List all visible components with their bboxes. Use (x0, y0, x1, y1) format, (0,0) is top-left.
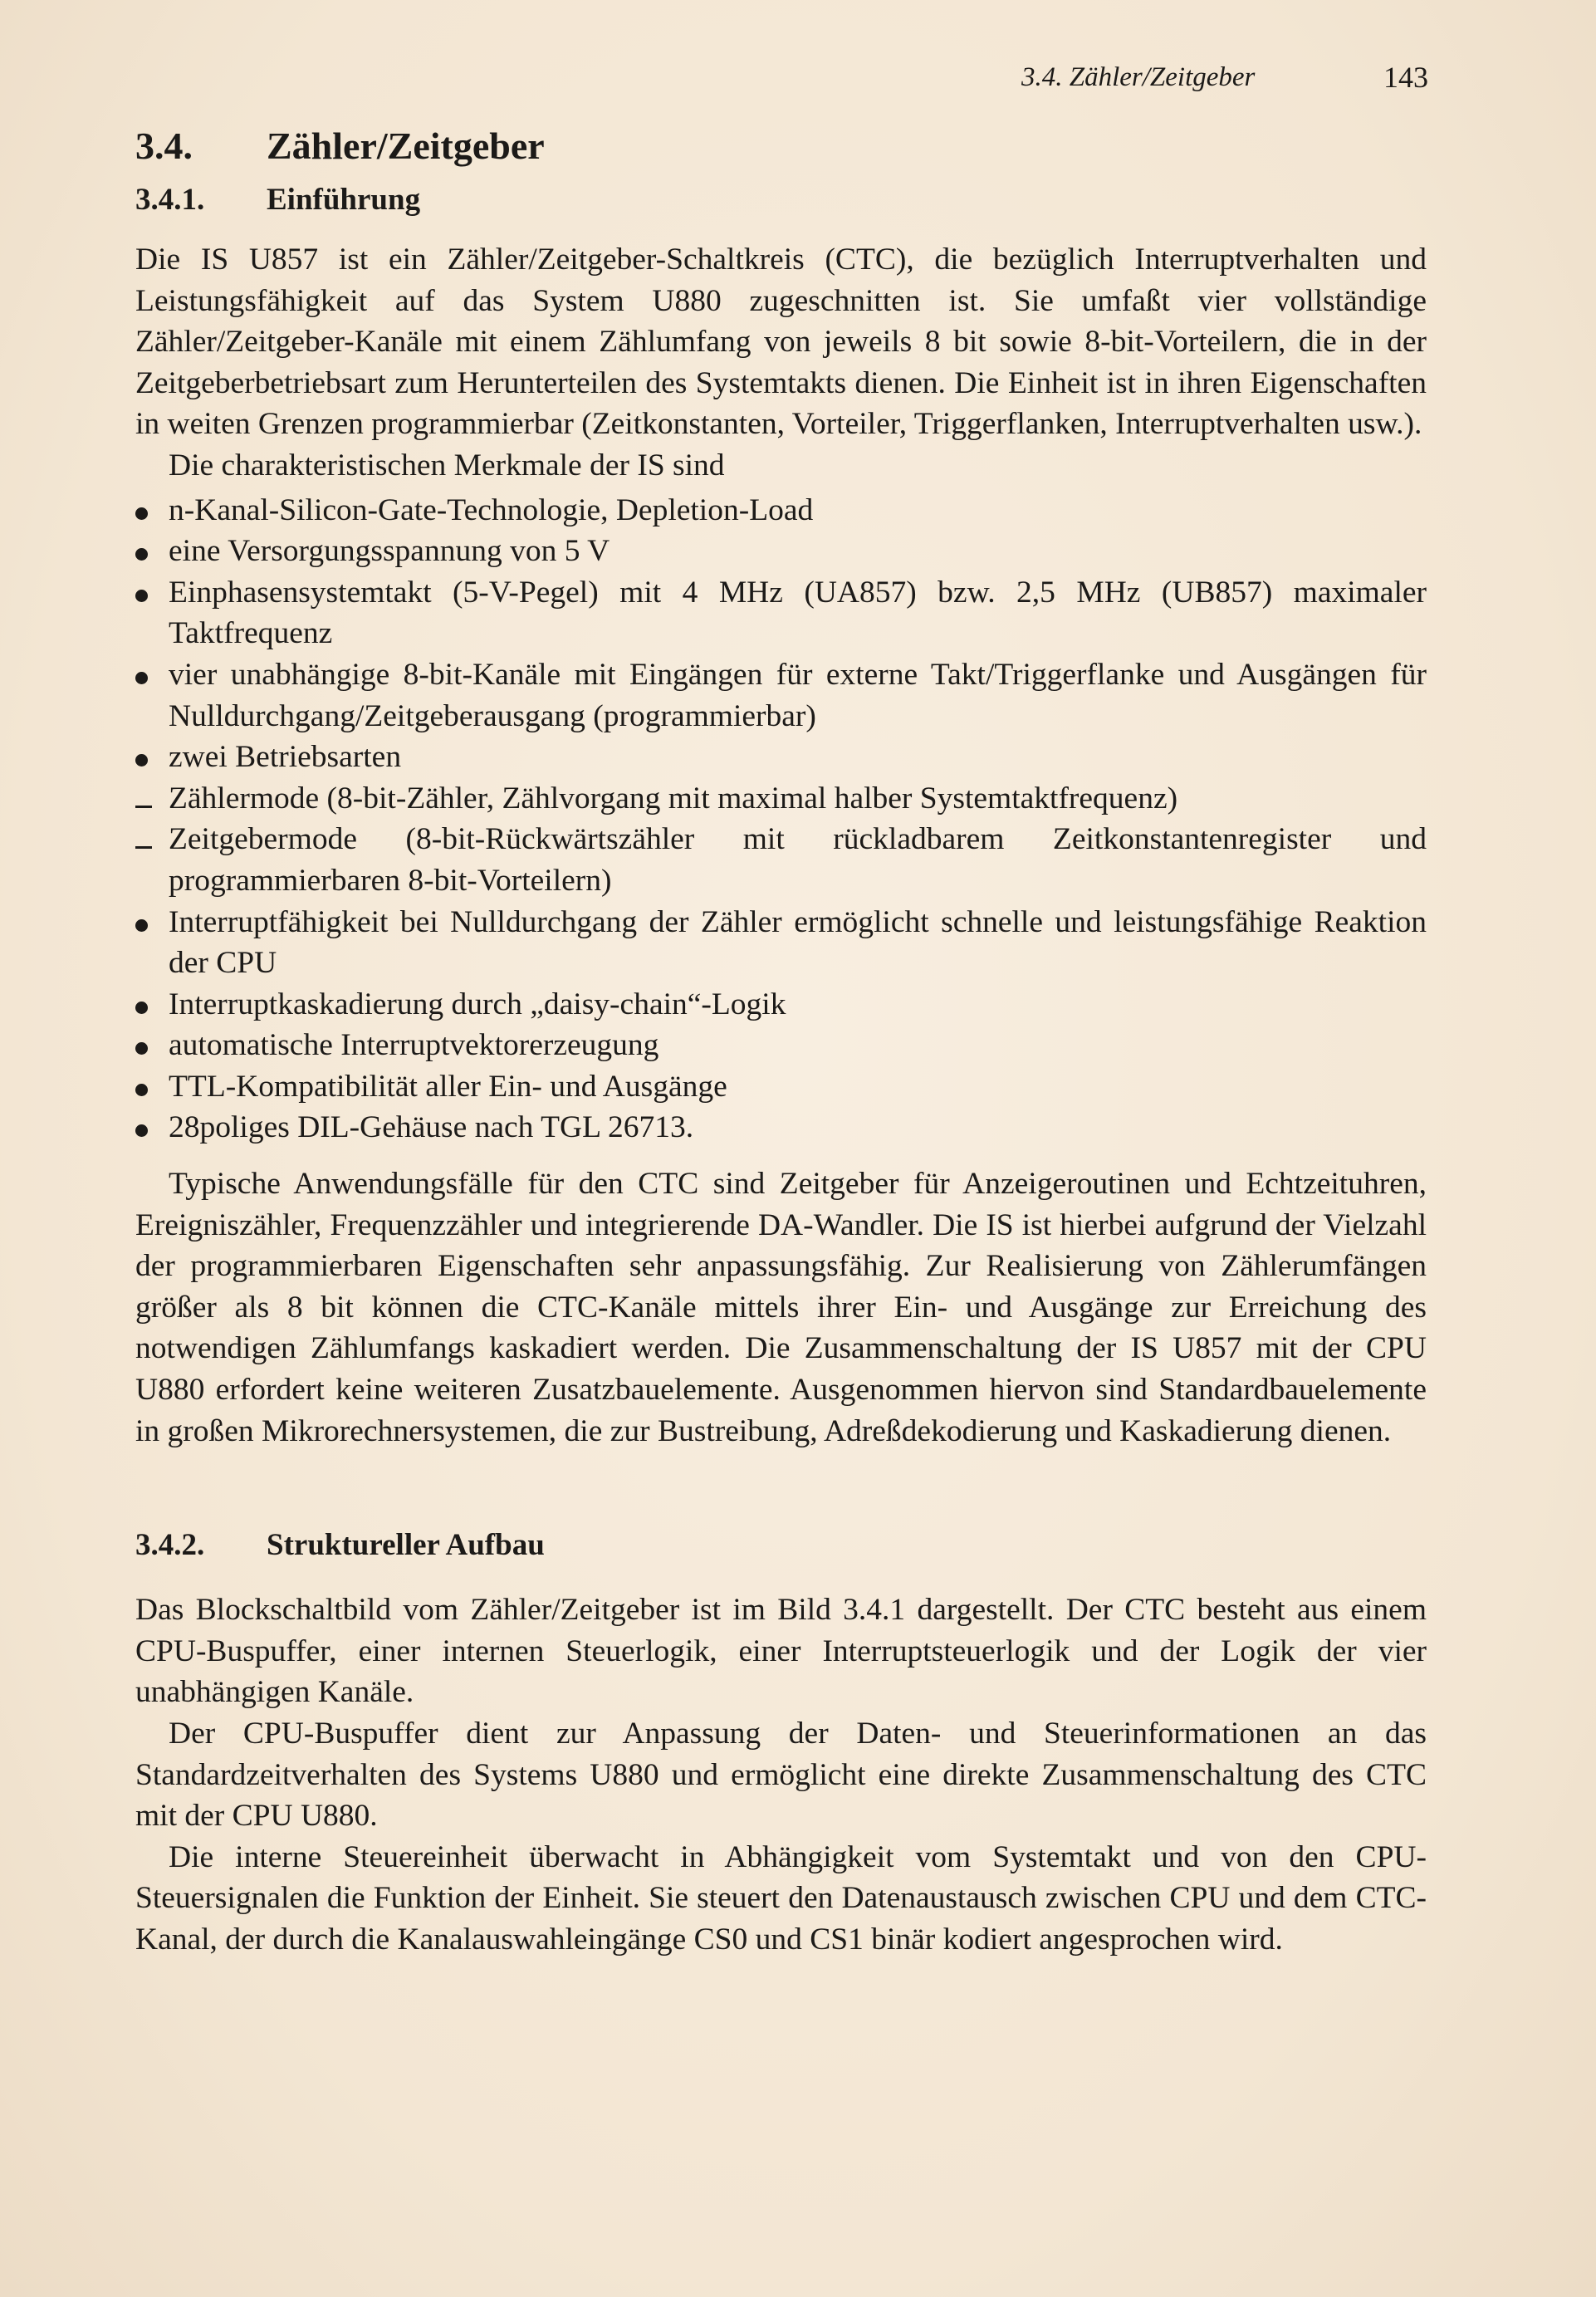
subsection-title-structure: Struktureller Aufbau (267, 1528, 545, 1563)
intro-paragraph: Die IS U857 ist ein Zähler/Zeitgeber-Schaltkreis (CTC), die bezüglich Interruptverhalten und Leistungsfähigkeit auf das System U880 zugeschnitten ist. Sie umfaßt vier vollständige Zähler/Zeitgeber-Kanäle mit einem Zählumfang von jeweils 8 bit sowie 8-bit-Vorteilern, die in der Zeitgeberbetriebsart zum Herunterteilen des Systemtakts dienen. Die Einheit ist in ihren Eigenschaften in weiten Grenzen programmierbar (Zeitkonstanten, Vorteiler, Triggerflanken, Interruptverhalten usw.). (135, 242, 1427, 442)
bullet-icon (135, 902, 160, 943)
list-item: TTL-Kompatibilität aller Ein- und Ausgänge (135, 1066, 1427, 1108)
bullet-icon (135, 1107, 160, 1148)
list-item: n-Kanal-Silicon-Gate-Technologie, Depletion-Load (135, 490, 1427, 531)
subsection-title-intro: Einführung (267, 183, 421, 217)
bullet-icon (135, 984, 160, 1026)
list-item: Interruptkaskadierung durch „daisy-chain“-Logik (135, 984, 1427, 1026)
subsection-number-structure: 3.4.2. (135, 1528, 205, 1563)
page-number: 143 (1383, 61, 1428, 94)
list-item: Einphasensystemtakt (5-V-Pegel) mit 4 MHz (UA857) bzw. 2,5 MHz (UB857) maximaler Taktfrequenz (135, 572, 1427, 654)
bullet-icon (135, 737, 160, 778)
running-head (1021, 56, 1428, 98)
list-item: 28poliges DIL-Gehäuse nach TGL 26713. (135, 1107, 1427, 1148)
list-item: Interruptfähigkeit bei Nulldurchgang der Zähler ermöglicht schnelle und leistungsfähige Reaktion der CPU (135, 902, 1427, 984)
bullet-icon (135, 1025, 160, 1066)
bullet-icon (135, 654, 160, 696)
structure-paragraph: Das Blockschaltbild vom Zähler/Zeitgeber ist im Bild 3.4.1 dargestellt. Der CTC besteht aus einem CPU-Buspuffer, einer internen Steuerlogik, einer Interruptsteuerlogik und der Logik der vier unabhängigen Kanäle. (135, 1593, 1427, 1710)
section-heading (135, 116, 1427, 176)
list-item: Zählermode (8-bit-Zähler, Zählvorgang mit maximal halber Systemtaktfrequenz) (135, 778, 1427, 820)
bullet-icon (135, 1066, 160, 1108)
features-lead: Die charakteristischen Merkmale der IS sind (169, 448, 725, 482)
page-content (135, 116, 1427, 1961)
bullet-icon (135, 531, 160, 572)
running-head-title: 3.4. Zähler/Zeitgeber (1021, 62, 1256, 92)
bullet-icon (135, 490, 160, 531)
section-number: 3.4. (135, 125, 193, 167)
list-item: Zeitgebermode (8-bit-Rückwärtszähler mit rückladbarem Zeitkonstantenregister und programmierbaren 8-bit-Vorteilern) (135, 819, 1427, 901)
bullet-icon (135, 572, 160, 614)
subsection-heading-structure (135, 1521, 1427, 1570)
list-item: eine Versorgungsspannung von 5 V (135, 531, 1427, 572)
dash-icon (135, 819, 160, 860)
structure-paragraph: Die interne Steuereinheit überwacht in Abhängigkeit vom Systemtakt und von den CPU-Steuersignalen die Funktion der Einheit. Sie steuert den Datenaustausch zwischen CPU und dem CTC-Kanal, der durch die Kanalauswahleingänge CS0 und CS1 binär kodiert angesprochen wird. (135, 1839, 1427, 1957)
subsection-heading-intro (135, 176, 1427, 224)
section-title: Zähler/Zeitgeber (267, 125, 545, 167)
applications-paragraph: Typische Anwendungsfälle für den CTC sind Zeitgeber für Anzeigeroutinen und Echtzeituhren, Ereigniszähler, Frequenzzähler und integrierende DA-Wandler. Die IS ist hierbei aufgrund der Vielzahl der programmierbaren Eigenschaften sehr anpassungsfähig. Zur Realisierung von Zählerumfängen größer als 8 bit können die CTC-Kanäle mittels ihrer Ein- und Ausgänge zur Erreichung des notwendigen Zählumfangs kaskadiert werden. Die Zusammenschaltung der IS U857 mit der CPU U880 erfordert keine weiteren Zusatzbauelemente. Ausgenommen hiervon sind Standardbauelemente in großen Mikrorechnersystemen, die zur Bustreibung, Adreßdekodierung und Kaskadierung dienen. (135, 1167, 1427, 1448)
list-item: vier unabhängige 8-bit-Kanäle mit Eingängen für externe Takt/Triggerflanke und Ausgängen für Nulldurchgang/Zeitgeberausgang (programmierbar) (135, 654, 1427, 737)
subsection-number-intro: 3.4.1. (135, 183, 205, 217)
dash-icon (135, 778, 160, 820)
list-item: zwei Betriebsarten (135, 737, 1427, 778)
feature-list (135, 490, 1427, 1149)
list-item: automatische Interruptvektorerzeugung (135, 1025, 1427, 1066)
structure-paragraph: Der CPU-Buspuffer dient zur Anpassung der Daten- und Steuerinformationen an das Standardzeitverhalten des Systems U880 und ermöglicht eine direkte Zusammenschaltung des CTC mit der CPU U880. (135, 1717, 1427, 1834)
